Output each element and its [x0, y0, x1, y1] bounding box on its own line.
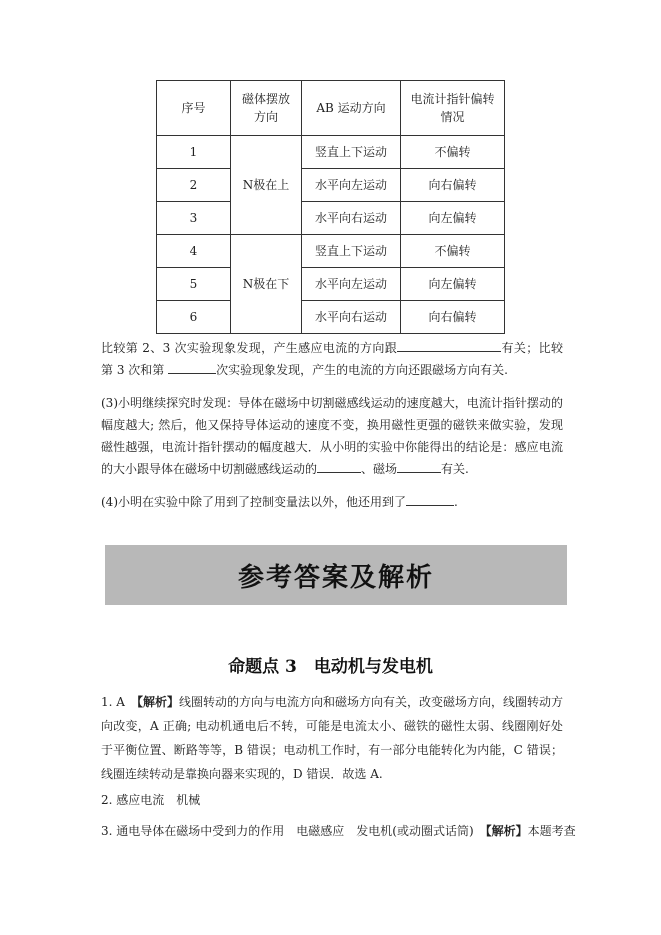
answer-3: 3. 通电导体在磁场中受到力的作用 电磁感应 发电机(或动圈式话筒) 【解析】本题考查 [101, 824, 576, 838]
answer-blank [168, 359, 216, 374]
cell-index: 4 [157, 235, 231, 268]
table-row [157, 235, 505, 268]
header-deflection: 电流计指针偏转 情况 [401, 81, 505, 136]
cell-motion: 水平向左运动 [302, 169, 401, 202]
cell-index: 1 [157, 136, 231, 169]
cell-motion: 水平向左运动 [302, 268, 401, 301]
header-motion: AB 运动方向 [302, 81, 401, 136]
question-paragraph-comparison: 比较第 2、3 次实验现象发现，产生感应电流的方向跟 有关；比较第 3 次和第 次实验现象发现，产生的电流的方向还跟磁场方向有关. [101, 337, 563, 381]
answers-banner [105, 545, 567, 605]
table-header-row [157, 81, 505, 136]
cell-deflection: 向右偏转 [401, 301, 505, 334]
header-index: 序号 [157, 81, 231, 136]
cell-deflection: 不偏转 [401, 136, 505, 169]
cell-index: 6 [157, 301, 231, 334]
question-paragraph-3: (3)小明继续探究时发现：导体在磁场中切割磁感线运动的速度越大，电流计指针摆动的幅度越大; 然后，他又保持导体运动的速度不变，换用磁性更强的磁铁来做实验，发现磁性越强，电流计指针摆动的幅度越大．从小明的实验中你能得出的结论是：感应电流的大小跟导体在磁场中切割磁感线运动的 、磁场 有关. [101, 396, 563, 476]
cell-motion: 竖直上下运动 [302, 235, 401, 268]
cell-orientation: N极在上 [231, 136, 302, 235]
answer-2: 2. 感应电流 机械 [101, 793, 201, 807]
cell-motion: 竖直上下运动 [302, 136, 401, 169]
header-magnet-orientation: 磁体摆放 方向 [231, 81, 302, 136]
answer-blank [397, 337, 501, 352]
cell-deflection: 向左偏转 [401, 202, 505, 235]
cell-index: 2 [157, 169, 231, 202]
question-paragraph-4: (4)小明在实验中除了用到了控制变量法以外，他还用到了 . [101, 491, 563, 513]
cell-index: 5 [157, 268, 231, 301]
cell-index: 3 [157, 202, 231, 235]
banner-title: 参考答案及解析 [237, 562, 434, 593]
answer-blank [397, 458, 441, 473]
table-row [157, 301, 505, 334]
table-row [157, 136, 505, 169]
section-title: 命题点 3 电动机与发电机 [228, 657, 433, 677]
cell-deflection: 向左偏转 [401, 268, 505, 301]
answer-blank [406, 491, 454, 506]
experiment-table [156, 80, 505, 334]
cell-deflection: 不偏转 [401, 235, 505, 268]
table-row [157, 202, 505, 235]
table-row [157, 268, 505, 301]
cell-motion: 水平向右运动 [302, 202, 401, 235]
cell-deflection: 向右偏转 [401, 169, 505, 202]
cell-motion: 水平向右运动 [302, 301, 401, 334]
answer-1: 1. A 【解析】线圈转动的方向与电流方向和磁场方向有关，改变磁场方向，线圈转动方向改变，A 正确; 电动机通电后不转，可能是电流太小、磁铁的磁性太弱、线圈刚好处于平衡位置、断路等等，B 错误；电动机工作时，有一部分电能转化为内能，C 错误；线圈连续转动是靠换向器来实现的，D 错误．故选 A. [101, 695, 563, 781]
table-row [157, 169, 505, 202]
cell-orientation: N极在下 [231, 235, 302, 334]
answer-blank [317, 458, 361, 473]
